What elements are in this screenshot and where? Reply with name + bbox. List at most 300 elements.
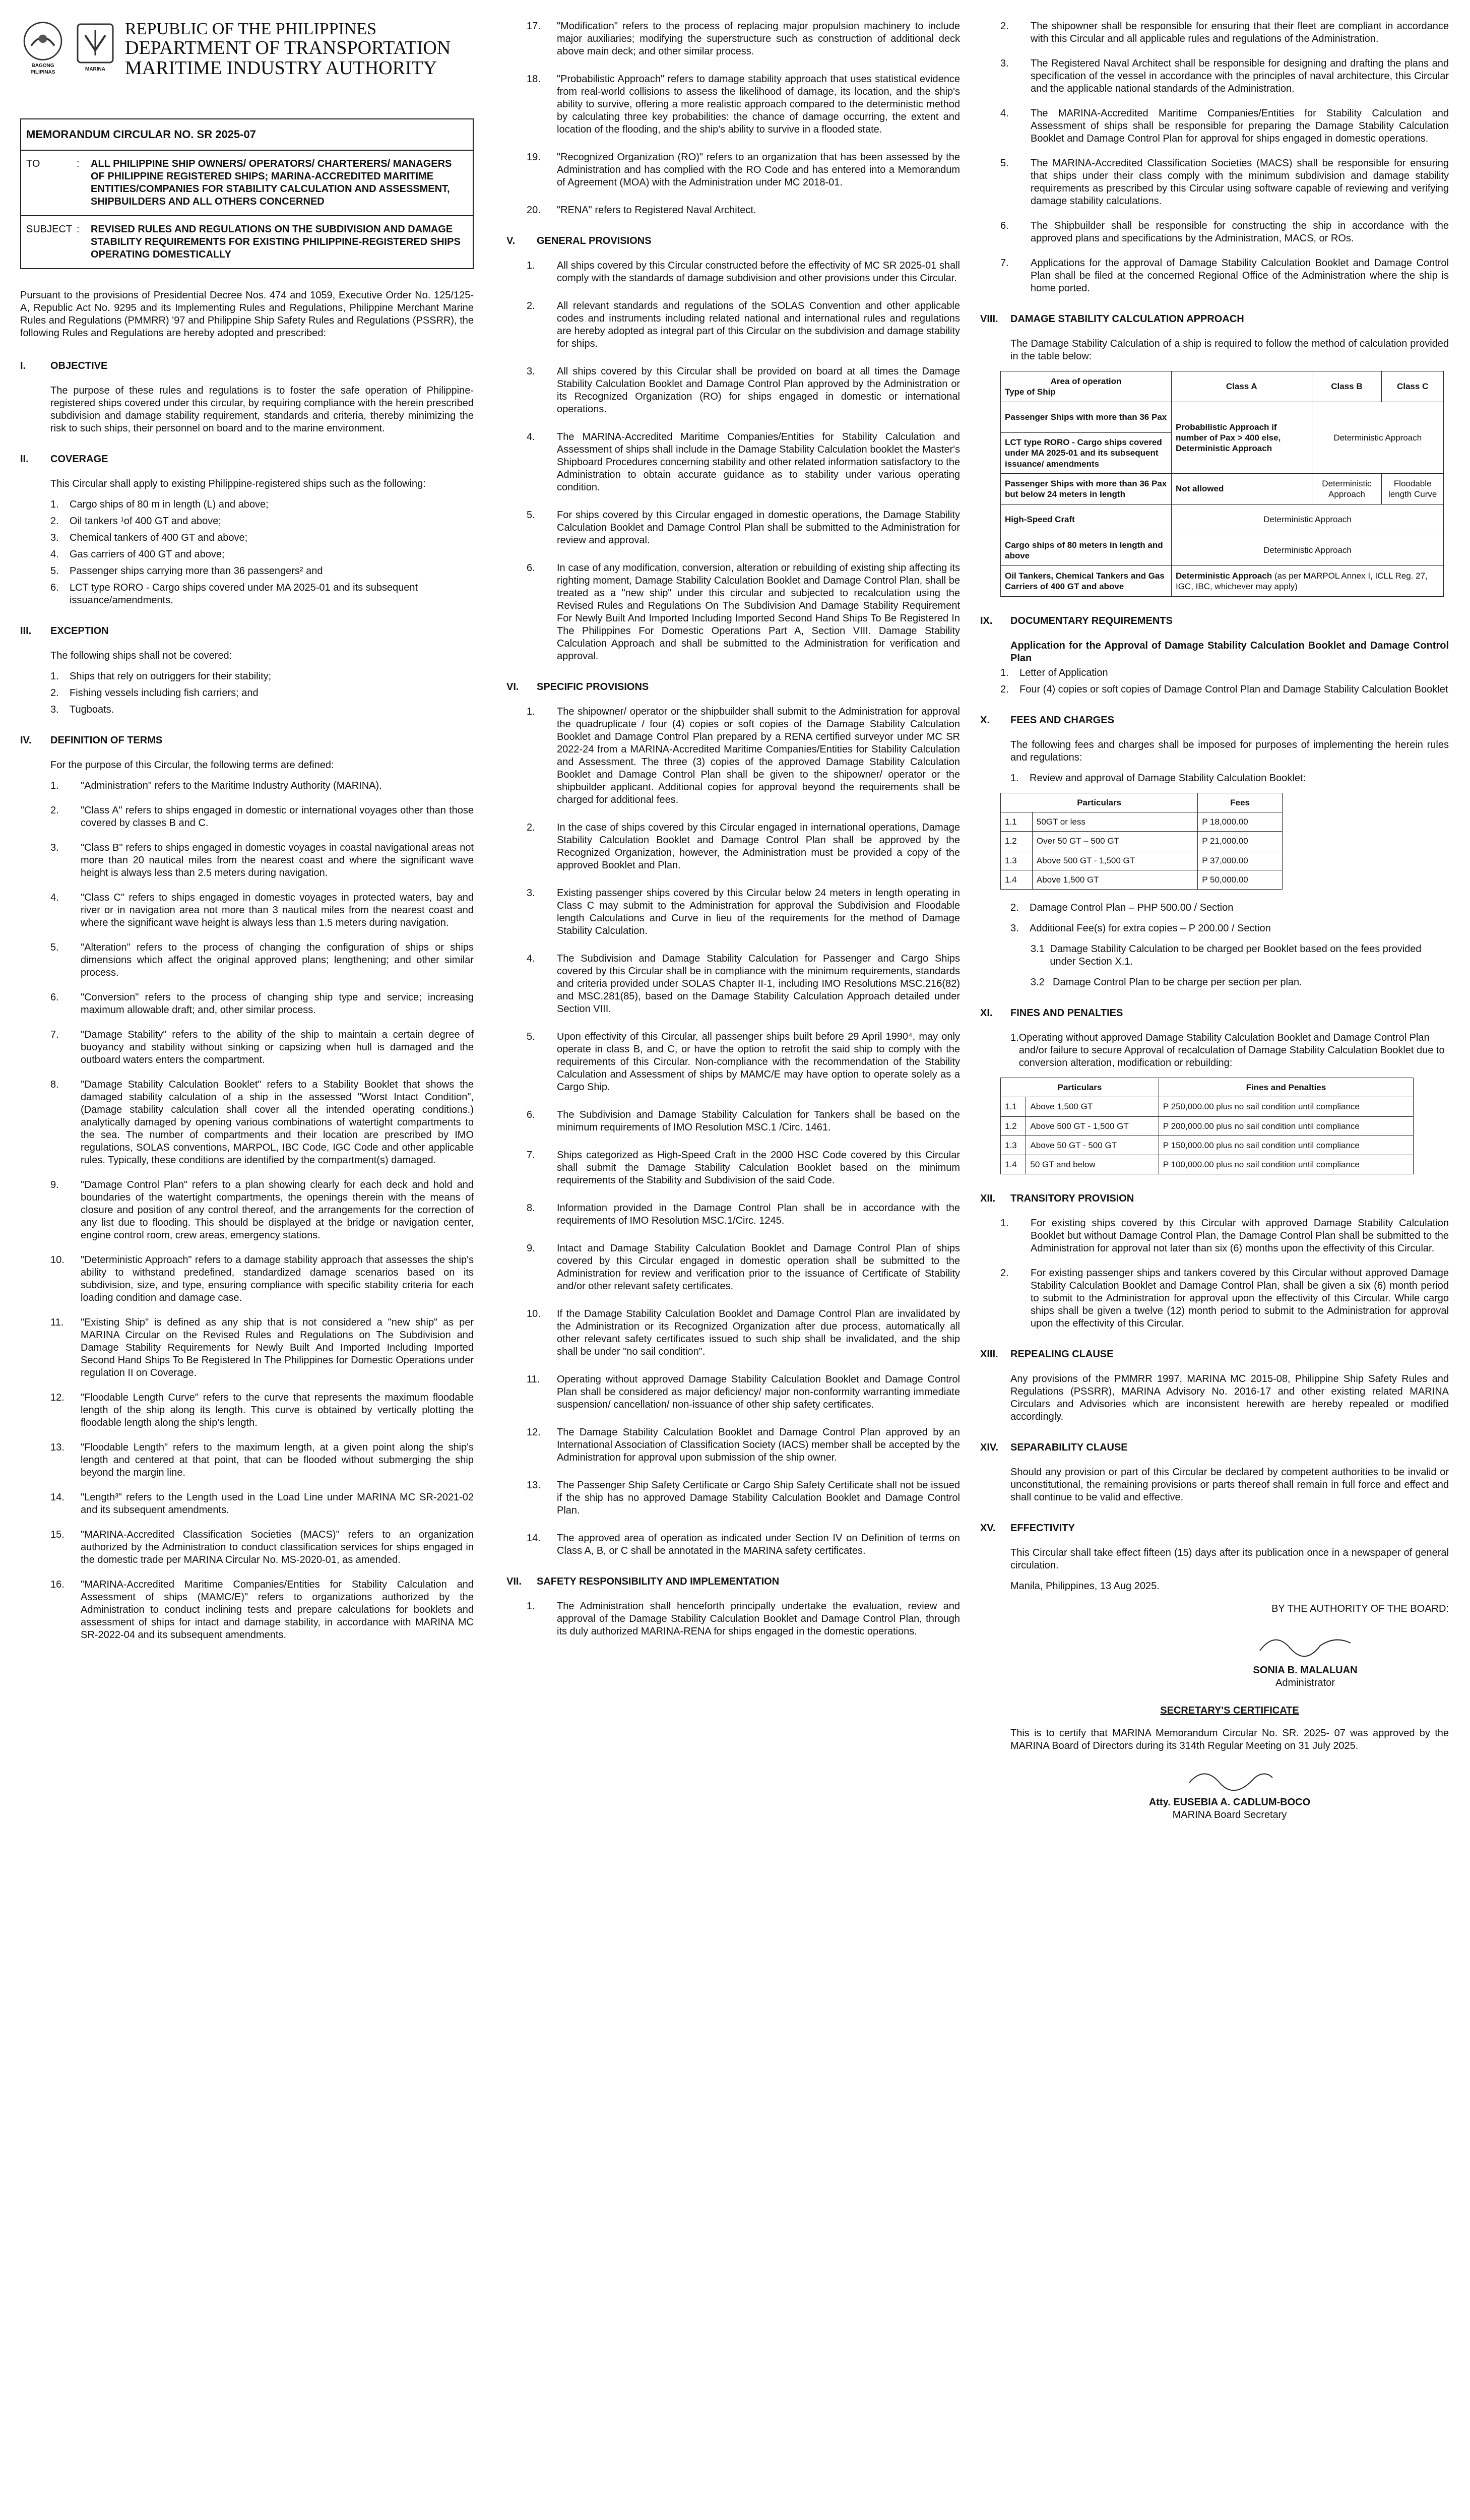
section-number: XII.: [980, 1193, 996, 1205]
item-text: For ships covered by this Circular engaged in domestic operations, the Damage Stability Calculation Booklet and Damage Control Plan shall be submitted to the Administration for review and approval.: [557, 510, 960, 546]
item-text: Fishing vessels including fish carriers; and: [70, 687, 259, 699]
section-number: V.: [506, 235, 516, 246]
item-number: 1.: [527, 260, 535, 271]
agency-line-1: REPUBLIC OF THE PHILIPPINES: [125, 20, 377, 38]
section-title: OBJECTIVE: [50, 360, 108, 371]
item-text: "Existing Ship" is defined as any ship that is not considered a "new ship" as per MARINA Circular on the Revised Rules and Regulations on The Subdivision and Damage Stability Requirements for Newly Built And Imported Including Imported Second Hand Ships To Be Registered In The Philippines for Domestic Operations under regulation II on Coverage.: [81, 1316, 474, 1378]
fines-item-1: 1. Operating without approved Damage Stability Calculation Booklet and Damage Control Plan and/or failure to secure Approval of recalculation of Damage Stability Calculation Booklet due to conversion alteration, modification or rebuilding:: [1010, 1032, 1449, 1069]
section-number: VIII.: [980, 313, 998, 325]
item-text: Chemical tankers of 400 GT and above;: [70, 532, 248, 543]
list-item: [527, 1373, 960, 1411]
section-title: EXCEPTION: [50, 625, 109, 637]
list-item: [50, 991, 474, 1017]
area-label: Area of operation: [1050, 376, 1122, 386]
secretary-certificate-text: This is to certify that MARINA Memorandum Circular No. SR. 2025- 07 was approved by the MARINA Board of Directors during its 314th Regular Meeting on 31 July 2025.: [1010, 1728, 1449, 1752]
item-number: 2.: [50, 804, 59, 816]
list-item: [50, 842, 474, 879]
table-cell: 1.4: [1001, 1155, 1026, 1174]
header-class-a: Class A: [1171, 371, 1312, 402]
list-item: [1000, 20, 1449, 45]
item-number: 6.: [1000, 220, 1009, 231]
item-number: 5.: [50, 565, 59, 577]
item-number: 2.: [1000, 21, 1009, 32]
section-title: COVERAGE: [50, 453, 108, 465]
section-number: II.: [20, 453, 29, 465]
column-1: [20, 20, 474, 1654]
to-text: ALL PHILIPPINE SHIP OWNERS/ OPERATORS/ CHARTERERS/ MANAGERS OF PHILIPPINE REGISTERED SHIPS; MARINA-ACCREDITED MARITIME ENTITIES/COMPANIES FOR STABILITY CALCULATION AND ASSESSMENT, SHIPBUILDERS AND ALL OTHERS CONCERNED: [91, 158, 452, 207]
logo-caption: BAGONG PILIPINAS: [30, 63, 55, 75]
cell-all-classes: [1171, 565, 1443, 596]
section-title: SEPARABILITY CLAUSE: [1010, 1442, 1128, 1454]
section-heading: [506, 1576, 960, 1588]
list-item: [527, 204, 960, 217]
item-text: In case of any modification, conversion, alteration or rebuilding of existing ship affecting its righting moment, Damage Stability Calculation Booklet and Damage Control Plan, shall be treated as a "new ship" under this circular and subjected to recalculation using the Revised Rules and Regulations On The Subdivision And Damage Stability Requirement For Newly Built And Imported Including Imported Second Hand Ships To Be Registered In The Philippines For Domestic Operations Part A, Section VIII. Damage Stability Calculation Approach and shall be submitted to the Administration for verification and approval.: [557, 562, 960, 662]
section-heading: [506, 235, 960, 247]
list-item: [50, 1179, 474, 1242]
item-number: 9.: [50, 1179, 59, 1190]
item-number: 4.: [50, 548, 59, 560]
header-class-b: Class B: [1312, 371, 1382, 402]
list-item: [527, 365, 960, 416]
list-item: [50, 941, 474, 979]
secretary-title: MARINA Board Secretary: [1172, 1809, 1287, 1821]
cell-all-classes: Deterministic Approach: [1171, 504, 1443, 535]
secretary-signature-block: [1010, 1762, 1449, 1821]
item-number: 5.: [1000, 158, 1009, 169]
table-row: [1001, 1116, 1414, 1136]
memo-header-box: [20, 118, 474, 269]
list-item: [50, 1441, 474, 1479]
section-number: III.: [20, 625, 32, 637]
list-item: [50, 687, 474, 700]
list-item: [527, 1426, 960, 1464]
column-3: [980, 20, 1449, 1821]
memo-number: MEMORANDUM CIRCULAR NO. SR 2025-07: [21, 119, 473, 151]
item-text: The Administration shall henceforth principally undertake the evaluation, review and approval of the Damage Stability Calculation Booklet and Damage Control Plan, through its duly authorized MARINA-RENA for ships engaged in the domestic operations.: [557, 1601, 960, 1637]
section-title: SPECIFIC PROVISIONS: [537, 681, 649, 692]
item-text: If the Damage Stability Calculation Booklet and Damage Control Plan are invalidated by the Administration or its Recognized Organization after due process, automatically all other relevant safety certificates issued to such ship shall be invalidated, and the ship shall be under "no sail condition".: [557, 1308, 960, 1357]
item-text: "Recognized Organization (RO)" refers to an organization that has been assessed by the Administration and has complied with the RO Code and has entered into a Memorandum of Agreement (MOA) with the Administration under MC 2018-01.: [557, 152, 960, 188]
item-text: The Shipbuilder shall be responsible for constructing the ship in accordance with the approved plans and specifications by the Administration, MACS, or ROs.: [1031, 220, 1449, 244]
item-number: 13.: [527, 1480, 541, 1491]
item-text: "Length³" refers to the Length used in the Load Line under MARINA MC SR-2021-02 and its subsequent amendments.: [81, 1491, 474, 1516]
section-title: TRANSITORY PROVISION: [1010, 1193, 1134, 1205]
item-text: For existing passenger ships and tankers covered by this Circular without approved Damage Stability Calculation Booklet and Damage Control Plan, shall be given a six (6) month period to submit to the Administration for approval upon the effectivity of this Circular. While cargo ships shall be given a twelve (12) month period to submit to the Administration for approval upon the effectivity of this Circular.: [1031, 1268, 1449, 1330]
item-text: "MARINA-Accredited Classification Societies (MACS)" refers to an organization authorized by the Administration to conduct classification services for ships engaged in the domestic trade per MARINA Circular No. MS-2020-01, as amended.: [81, 1529, 474, 1565]
table-cell: P 100,000.00 plus no sail condition until compliance: [1159, 1155, 1413, 1174]
item-number: 2.: [50, 515, 59, 527]
fines-text: Operating without approved Damage Stability Calculation Booklet and Damage Control Plan and/or failure to secure Approval of recalculation of Damage Stability Calculation Booklet due to conversion alteration, modification or rebuilding:: [1018, 1032, 1445, 1068]
item-text: The shipowner/ operator or the shipbuilder shall submit to the Administration for approval the quadruplicate / four (4) copies or soft copies of the Damage Stability Calculation Booklet and Damage Control Plan prepared by a RENA certified surveyor under MC SR 2022-24 from a MARINA-Accredited Maritime Companies/Entities for Stability Calculation and Assessment. The three (3) copies of the approved Damage Stability Calculation Booklet and Damage Control Plan shall be given to the shipowner/ operator or the shipbuilder applicant. Additional copies for approval beyond the requirements shall be charged for additional fees.: [557, 706, 960, 805]
memo-subject-row: [21, 215, 473, 268]
list-item: [1000, 157, 1449, 208]
approach-bold: Deterministic Approach: [1175, 571, 1272, 581]
table-cell: 1.1: [1001, 812, 1033, 832]
item-number: 1.: [50, 670, 59, 682]
section-heading: [20, 453, 474, 466]
fees-header-particulars: Particulars: [1001, 793, 1198, 812]
item-number: 1.: [1000, 1218, 1009, 1229]
item-number: 3.: [527, 888, 535, 899]
list-item: [50, 532, 474, 544]
table-cell: 50GT or less: [1032, 812, 1197, 832]
signature-scribble: [1179, 1762, 1280, 1793]
table-row: [1001, 832, 1283, 851]
item-text: The MARINA-Accredited Maritime Companies/Entities for Stability Calculation and Assessment of ships shall be responsible for preparing the Damage Stability Calculation Booklet and Damage Control Plan for approval for ships engaged in domestic operations.: [1031, 108, 1449, 144]
item-text: The MARINA-Accredited Maritime Companies/Entities for Stability Calculation and Assessment of ships shall include in the Damage Stability Calculation booklet the Master's Shipboard Procedures concerning stability and other related information satisfactory to the Administration to obtain accurate guidance as to stability under various operating condition.: [557, 431, 960, 493]
item-number: 14.: [50, 1491, 65, 1503]
item-number: 5.: [527, 1031, 535, 1042]
list-item: [527, 1532, 960, 1557]
table-cell: P 50,000.00: [1198, 870, 1283, 889]
table-cell: P 200,000.00 plus no sail condition until compliance: [1159, 1116, 1413, 1136]
list-item: [1000, 107, 1449, 145]
fees-table: [1000, 793, 1283, 890]
table-cell: Above 1,500 GT: [1032, 870, 1197, 889]
effectivity-text: This Circular shall take effect fifteen (15) days after its publication once in a newspaper of general circulation.: [1010, 1547, 1449, 1571]
list-item: [1000, 220, 1449, 245]
list-item: [50, 498, 474, 511]
list-item: [527, 562, 960, 663]
type-label: Type of Ship: [1005, 387, 1056, 397]
list-item: [50, 1079, 474, 1167]
fees-item-2-text: Damage Control Plan – PHP 500.00 / Section: [1030, 902, 1234, 913]
item-text: "MARINA-Accredited Maritime Companies/Entities for Stability Calculation and Assessment of ships (MAMC/E)" refers to organizations authorized by the Administration to conduct inclining tests and prepare calculations for booklets and assessment of ships for intact and damage stability, in accordance with MARINA MC SR-2022-04 and its subsequent amendments.: [81, 1579, 474, 1641]
item-number: 12.: [50, 1392, 65, 1403]
item-text: "Floodable Length" refers to the maximum length, at a given point along the ship's length and centered at that point, that can be flooded without submerging the ship beyond the margin line.: [81, 1441, 474, 1478]
definitions-list: [50, 780, 474, 1642]
table-cell: P 250,000.00 plus no sail condition until compliance: [1159, 1097, 1413, 1116]
item-text: Passenger ships carrying more than 36 passengers² and: [70, 565, 323, 577]
item-text: Intact and Damage Stability Calculation Booklet and Damage Control Plan of ships covered by this Circular engaged in domestic operation shall be submitted to the Administration for review and verification prior to the issuance of Certificate of Stability and/or other relevant safety certificates.: [557, 1243, 960, 1292]
list-item: [527, 1109, 960, 1134]
item-text: The approved area of operation as indicated under Section IV on Definition of terms on Class A, B, or C shall be annotated in the MARINA safety certificates.: [557, 1533, 960, 1556]
item-text: Upon effectivity of this Circular, all passenger ships built before 29 April 1990⁴, may only operate in class B, and C, or have the option to retrofit the said ship to comply with the requirements of this Circular. Non-compliance with the recommendation of the Stability Calculation and Assessment of ships by MAMC/E may have option to operate solely as a Cargo Ship.: [557, 1031, 960, 1093]
row-type: Oil Tankers, Chemical Tankers and Gas Carriers of 400 GT and above: [1001, 565, 1172, 596]
agency-name: [125, 20, 451, 78]
fines-table: [1000, 1078, 1414, 1174]
item-number: 4.: [50, 892, 59, 903]
item-number: 16.: [50, 1579, 65, 1590]
list-item: [527, 73, 960, 136]
fees-item-3: 3. Additional Fee(s) for extra copies – P 200.00 / Section: [1010, 923, 1271, 934]
exception-text: The following ships shall not be covered:: [50, 650, 232, 661]
list-item: [50, 1029, 474, 1066]
objective-text: The purpose of these rules and regulations is to foster the safe operation of Philippine-registered ships covered under this circular, by requiring compliance with the herein prescribed subdivision and damage stability requirement, standards and criteria, thereby minimizing the risk to such ships, their personnel on board and to the marine environment.: [50, 385, 474, 434]
list-item: [527, 431, 960, 494]
section-title: FEES AND CHARGES: [1010, 714, 1114, 726]
cell-all-classes: Deterministic Approach: [1171, 535, 1443, 565]
section-heading: [506, 681, 960, 694]
table-cell: 1.3: [1001, 1136, 1026, 1155]
item-number: 12.: [527, 1427, 541, 1438]
section-title: GENERAL PROVISIONS: [537, 235, 652, 246]
item-text: Operating without approved Damage Stability Calculation Booklet and Damage Control Plan shall be considered as major deficiency/ major non-conformity warranting immediate suspension/ cancellation/ non-issuance of other ship safety certificates.: [557, 1374, 960, 1410]
section-title: DAMAGE STABILITY CALCULATION APPROACH: [1010, 313, 1244, 325]
list-item: [50, 670, 474, 683]
item-text: The Registered Naval Architect shall be responsible for designing and drafting the plans and specification of the vessel in accordance with the principles of naval architecture, this Circular and the applicable national standards of the Administration.: [1031, 58, 1449, 94]
section-heading: [20, 734, 474, 747]
list-item: [1000, 1217, 1449, 1255]
item-number: 2.: [527, 822, 535, 833]
definitions-list-continued: [527, 20, 960, 217]
list-item: [527, 1479, 960, 1517]
cell-class-a: Not allowed: [1171, 473, 1312, 504]
item-number: 3.: [50, 842, 59, 853]
section-heading: [980, 313, 1449, 326]
table-row: [1001, 812, 1283, 832]
item-text: "Floodable Length Curve" refers to the curve that represents the maximum floodable length of the ship along its length. This curve is obtained by vertically plotting the floodable length along the ship's length.: [81, 1392, 474, 1428]
item-number: 3.: [50, 532, 59, 543]
list-item: [50, 565, 474, 578]
item-text: "Alteration" refers to the process of changing the configuration of ships or ships dimensions which affect the original approved plans; lengthening; and other similar process.: [81, 941, 474, 978]
list-item: [50, 704, 474, 716]
damage-stability-approach-table: [1000, 371, 1444, 597]
fees-intro: The following fees and charges shall be imposed for purposes of implementing the herein rules and regulations:: [1010, 739, 1449, 763]
subject-label: SUBJECT: [26, 223, 73, 235]
item-text: "Administration" refers to the Maritime Industry Authority (MARINA).: [81, 780, 382, 791]
item-number: 11.: [527, 1374, 540, 1385]
item-text: The Damage Stability Calculation Booklet and Damage Control Plan approved by an International Association of Classification Society (IACS) member shall be accepted by the Administration for approval upon submission of the ship owner.: [557, 1427, 960, 1463]
item-number: 3.: [527, 366, 535, 377]
item-text: "Conversion" refers to the process of changing ship type and service; increasing maximum allowable draft; and, other similar process.: [81, 991, 474, 1016]
section-title: SAFETY RESPONSIBILITY AND IMPLEMENTATION: [537, 1576, 780, 1587]
table-cell: P 37,000.00: [1198, 851, 1283, 870]
item-number: 1.: [1000, 667, 1009, 678]
safety-responsibility-list: [527, 1600, 960, 1638]
table-cell: P 18,000.00: [1198, 812, 1283, 832]
agency-line-3: MARITIME INDUSTRY AUTHORITY: [125, 57, 437, 79]
marina-seal-logo: [73, 20, 118, 76]
fees-item-2: 2. Damage Control Plan – PHP 500.00 / Section: [1010, 902, 1234, 913]
section-heading: [980, 1441, 1449, 1454]
item-number: 7.: [527, 1150, 535, 1161]
table-row: [1001, 851, 1283, 870]
item-text: "Deterministic Approach" refers to a damage stability approach that assesses the ship's ability to withstand predefined, standardized damage scenarios based on its subdivision, size, and type, ensuring compliance with specific stability criteria for each loading condition and damage case.: [81, 1254, 474, 1303]
item-number: 6.: [527, 1109, 535, 1120]
item-text: "Class C" refers to ships engaged in domestic voyages in protected waters, bay and river or in navigation area not more than 3 nautical miles from the nearest coast and where the significant wave height is always less than 1.5 meters during navigation.: [81, 892, 474, 928]
list-item: [527, 1600, 960, 1638]
item-number: 14.: [527, 1533, 541, 1544]
item-text: The Subdivision and Damage Stability Calculation for Passenger and Cargo Ships covered by this Circular shall be in compliance with the minimum requirements, standards and criteria provided under SOLAS Chapter II-1, including IMO Resolutions MSC.216(82) and MSC.281(85), based on the Damage Stability Calculation Approach detailed under Section VIII.: [557, 953, 960, 1015]
item-text: LCT type RORO - Cargo ships covered under MA 2025-01 and its subsequent issuance/amendments.: [70, 582, 418, 606]
agency-line-2: DEPARTMENT OF TRANSPORTATION: [125, 37, 451, 58]
list-item: [527, 706, 960, 806]
fees-header-fees: Fees: [1198, 793, 1283, 812]
list-item: [50, 1529, 474, 1566]
item-text: The MARINA-Accredited Classification Societies (MACS) shall be responsible for ensuring that ships under their class comply with the minimum subdivision and damage stability requirements as prescribed by this Circular using software capable of reviewing and verifying damage stability calculations.: [1031, 158, 1449, 207]
row-type: LCT type RORO - Cargo ships covered under MA 2025-01 and its subsequent issuance/ amendments: [1001, 433, 1172, 474]
item-number: 6.: [50, 991, 59, 1003]
item-number: 10.: [527, 1308, 541, 1319]
memo-to-row: [21, 151, 473, 215]
approach-intro: The Damage Stability Calculation of a ship is required to follow the method of calculation provided in the table below:: [1010, 338, 1449, 362]
list-item: [527, 1149, 960, 1187]
list-item: [50, 1254, 474, 1304]
item-number: 1.: [50, 780, 59, 791]
item-text: "Modification" refers to the process of replacing major propulsion machinery to include major auxiliaries; modifying the superstructure such as construction of additional deck above main deck; and other similar process.: [557, 21, 960, 57]
issue-date: Manila, Philippines, 13 Aug 2025.: [1010, 1581, 1160, 1592]
row-type: Passenger Ships with more than 36 Pax but below 24 meters in length: [1001, 473, 1172, 504]
coverage-text: This Circular shall apply to existing Philippine-registered ships such as the following:: [50, 478, 426, 489]
section-heading: [980, 1192, 1449, 1205]
section-number: XV.: [980, 1523, 996, 1534]
section-number: XIII.: [980, 1349, 998, 1360]
item-text: "Damage Control Plan" refers to a plan showing clearly for each deck and hold and boundaries of the watertight compartments, the openings therein with the means of closure and position of any control thereof, and the arrangements for the correction of any list due to flooding. This should be displayed at the bridge or navigation center, engine control room, crew areas, emergency stations.: [81, 1179, 474, 1241]
item-text: Four (4) copies or soft copies of Damage Control Plan and Damage Stability Calculation Booklet: [1019, 683, 1448, 695]
cell-class-a: Probabilistic Approach if number of Pax > 400 else, Deterministic Approach: [1171, 402, 1312, 474]
bagong-pilipinas-logo: [20, 20, 66, 76]
item-text: "Damage Stability" refers to the ability of the ship to maintain a certain degree of buoyancy and stability without sinking or capsizing when hull is damaged and the outboard waters enters the compartment.: [81, 1029, 474, 1065]
exception-list: [50, 670, 474, 716]
list-item: [1000, 683, 1449, 696]
table-cell: 1.2: [1001, 832, 1033, 851]
table-cell: P 21,000.00: [1198, 832, 1283, 851]
item-number: 13.: [50, 1441, 65, 1453]
section-number: XIV.: [980, 1442, 998, 1454]
list-item: [527, 20, 960, 58]
list-item: [50, 1491, 474, 1517]
list-item: [527, 300, 960, 350]
fees-item-3-text: Additional Fee(s) for extra copies – P 200.00 / Section: [1030, 923, 1271, 934]
section-number: XI.: [980, 1007, 993, 1019]
administrator-title: Administrator: [1275, 1677, 1335, 1689]
documentary-list: [1000, 667, 1449, 696]
item-number: 5.: [527, 510, 535, 521]
list-item: [527, 1242, 960, 1293]
subject-text: REVISED RULES AND REGULATIONS ON THE SUBDIVISION AND DAMAGE STABILITY REQUIREMENTS FOR EXISTING PHILIPPINE-REGISTERED SHIPS OPERATING DOMESTICALLY: [91, 223, 461, 260]
item-text: Ships that rely on outriggers for their stability;: [70, 670, 272, 682]
fines-header-fines: Fines and Penalties: [1159, 1078, 1413, 1097]
to-label: TO: [26, 158, 40, 169]
item-text: The Subdivision and Damage Stability Calculation for Tankers shall be based on the minimum requirements of IMO Resolution MSC.1 /Circ. 1461.: [557, 1109, 960, 1133]
item-number: 3.: [50, 704, 59, 715]
item-text: All relevant standards and regulations of the SOLAS Convention and other applicable codes and instruments including related national and international rules and regulations are hereby adopted as integral part of this Circular on the subdivision and damage stability for ships.: [557, 300, 960, 349]
list-item: [50, 804, 474, 830]
list-item: [527, 822, 960, 872]
section-heading: [980, 1348, 1449, 1361]
section-heading: [980, 615, 1449, 627]
table-cell: Over 50 GT – 500 GT: [1032, 832, 1197, 851]
item-number: 7.: [50, 1029, 59, 1040]
list-item: [1000, 257, 1449, 295]
list-item: [527, 260, 960, 285]
list-item: [527, 953, 960, 1016]
authority-line: BY THE AUTHORITY OF THE BOARD:: [1271, 1603, 1449, 1615]
item-text: Information provided in the Damage Control Plan shall be in accordance with the requirements of IMO Resolution MSC.1/Circ. 1245.: [557, 1203, 960, 1226]
item-number: 2.: [1000, 683, 1009, 695]
table-row: [1001, 1097, 1414, 1116]
list-item: [50, 1579, 474, 1642]
item-text: For existing ships covered by this Circular with approved Damage Stability Calculation Booklet but without Damage Control Plan, the Damage Control Plan shall be submitted to the Administration for approval not later than six (6) months upon the effectivity of this Circular.: [1031, 1218, 1449, 1254]
item-number: 11.: [50, 1316, 64, 1328]
section-heading: [20, 625, 474, 638]
item-number: 20.: [527, 205, 541, 216]
colon: :: [77, 223, 80, 235]
letterhead: [20, 20, 474, 78]
item-text: Applications for the approval of Damage Stability Calculation Booklet and Damage Control Plan shall be filed at the concerned Regional Office of the Administration where the ship is home ported.: [1031, 258, 1449, 294]
intro-paragraph: Pursuant to the provisions of Presidential Decree Nos. 474 and 1059, Executive Order No. 125/125-A, Republic Act No. 9295 and its Implementing Rules and Regulations, Philippine Merchant Marine Rules and Regulations (PMMRR) '97 and Philippine Ship Safety Rules and Regulations (PSSRR), the following Rules and Regulations are hereby adopted and prescribed:: [20, 289, 474, 339]
secretary-certificate-title: SECRETARY'S CERTIFICATE: [1160, 1705, 1299, 1717]
section-number: X.: [980, 714, 990, 726]
logo-caption: MARINA: [85, 67, 105, 72]
safety-responsibility-list-continued: [1000, 20, 1449, 295]
row-type: High-Speed Craft: [1001, 504, 1172, 535]
table-row: [1001, 1155, 1414, 1174]
administrator-name: SONIA B. MALALUAN: [1253, 1665, 1358, 1676]
transitory-list: [1000, 1217, 1449, 1330]
list-item: [527, 1202, 960, 1227]
list-item: [1000, 667, 1449, 679]
item-number: 10.: [50, 1254, 65, 1266]
section-number: VI.: [506, 681, 519, 692]
section-title: DEFINITION OF TERMS: [50, 734, 163, 746]
list-item: [50, 1316, 474, 1379]
item-text: "RENA" refers to Registered Naval Architect.: [557, 205, 756, 216]
cell-class-bc: Deterministic Approach: [1312, 402, 1443, 474]
header-area: [1001, 371, 1172, 402]
list-item: [527, 887, 960, 937]
item-number: 4.: [527, 953, 535, 964]
list-item: [50, 780, 474, 792]
item-number: 17.: [527, 21, 541, 32]
table-cell: 1.1: [1001, 1097, 1026, 1116]
section-heading: [980, 1007, 1449, 1020]
section-number: IX.: [980, 615, 993, 626]
item-number: 1.: [50, 498, 59, 510]
item-number: 19.: [527, 152, 541, 163]
item-text: In the case of ships covered by this Circular engaged in international operations, Damage Stability Calculation Booklet and Damage Control Plan shall be approved by the Recognized Organization, however, the Administration must be provided a copy of the approved Booklet and Plan.: [557, 822, 960, 871]
item-number: 15.: [50, 1529, 65, 1540]
table-cell: Above 50 GT - 500 GT: [1026, 1136, 1159, 1155]
item-number: 4.: [1000, 108, 1009, 119]
table-cell: Above 500 GT - 1,500 GT: [1032, 851, 1197, 870]
repealing-text: Any provisions of the PMMRR 1997, MARINA MC 2015-08, Philippine Ship Safety Rules and Regulations (PSSRR), MARINA Advisory No. 2016-17 and other existing related MARINA Circulars and Advisories which are inconsistent herewith are hereby repealed or modified accordingly.: [1010, 1373, 1449, 1423]
list-item: [1000, 57, 1449, 95]
item-number: 1.: [527, 706, 535, 717]
section-number: I.: [20, 360, 26, 371]
row-type: Passenger Ships with more than 36 Pax: [1001, 402, 1172, 433]
list-item: [50, 515, 474, 528]
colon: :: [77, 158, 80, 169]
item-number: 3.: [1000, 58, 1009, 69]
list-item: [50, 892, 474, 929]
item-number: 6.: [527, 562, 535, 574]
item-text: Tugboats.: [70, 704, 114, 715]
table-cell: 50 GT and below: [1026, 1155, 1159, 1174]
item-number: 18.: [527, 74, 541, 85]
cell-class-b: Deterministic Approach: [1312, 473, 1382, 504]
fees-item-3-2-text: Damage Control Plan to be charge per section per plan.: [1053, 977, 1302, 988]
item-number: 2.: [527, 300, 535, 311]
column-2: [506, 20, 960, 1650]
administrator-signature-block: [1162, 1625, 1449, 1689]
section-title: REPEALING CLAUSE: [1010, 1349, 1114, 1360]
documentary-subheading: Application for the Approval of Damage Stability Calculation Booklet and Damage Control Plan: [1010, 640, 1449, 664]
table-cell: 1.2: [1001, 1116, 1026, 1136]
list-item: [527, 1031, 960, 1094]
section-heading: [980, 714, 1449, 727]
item-number: 7.: [1000, 258, 1009, 269]
item-number: 9.: [527, 1243, 535, 1254]
list-item: [527, 509, 960, 547]
item-number: 2.: [1000, 1268, 1009, 1279]
general-provisions-list: [527, 260, 960, 663]
row-type: Cargo ships of 80 meters in length and above: [1001, 535, 1172, 565]
coverage-list: [50, 498, 474, 607]
table-cell: Above 500 GT - 1,500 GT: [1026, 1116, 1159, 1136]
fees-item-1-text: Review and approval of Damage Stability Calculation Booklet:: [1030, 772, 1306, 784]
